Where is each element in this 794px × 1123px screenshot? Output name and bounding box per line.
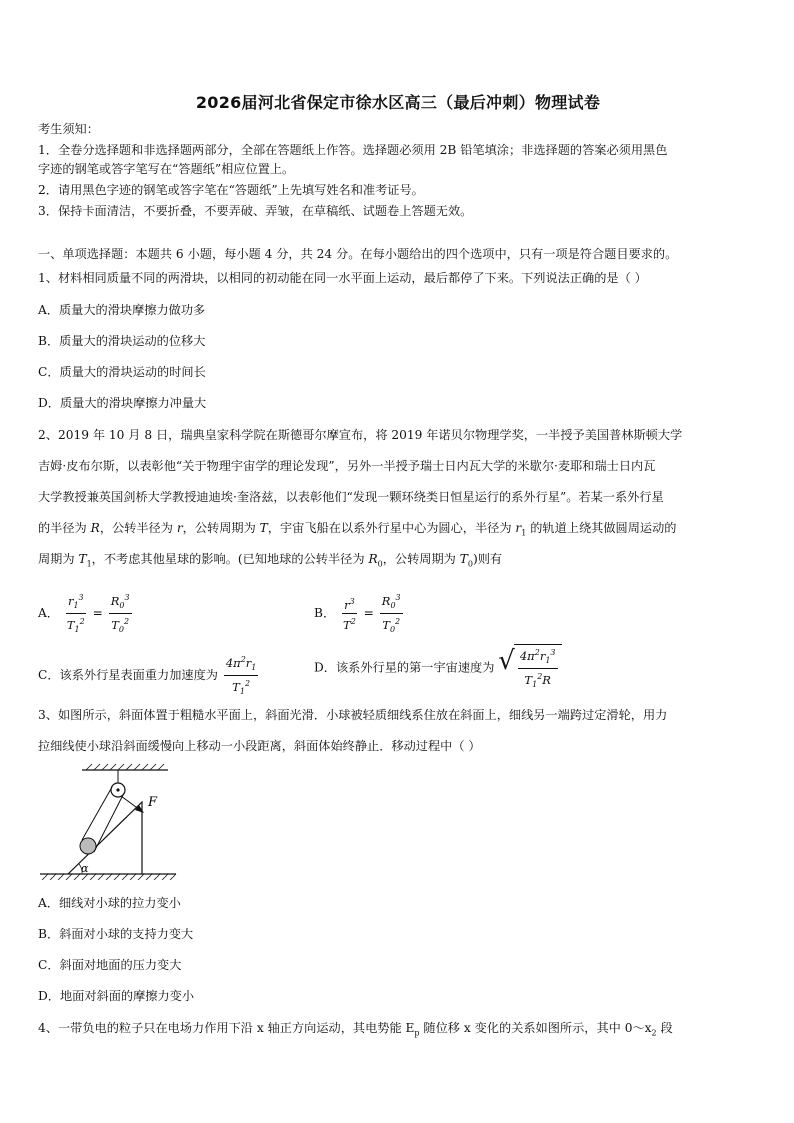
notice-heading: 考生须知： bbox=[38, 122, 99, 136]
q3-option-d: D．地面对斜面的摩擦力变小 bbox=[38, 989, 195, 1003]
q3-line-1: 3、如图所示，斜面体置于粗糙水平面上，斜面光滑．小球被轻质细线系住放在斜面上，细线另一端跨过定滑轮，用力 bbox=[38, 708, 668, 722]
q3-option-a: A．细线对小球的拉力变小 bbox=[38, 896, 181, 910]
q2-line-5: 周期为 $T_1$，不考虑其他星球的影响。(已知地球的公转半径为 $R_0$，公转周期为 $T_0$)则有 bbox=[38, 552, 503, 569]
q3-option-b: B．斜面对小球的支持力变大 bbox=[38, 927, 194, 941]
q2-option-a: A． $\frac{r_1^3}{T_1^2}$ = $\frac{R_0^3}{T_0^2}$ bbox=[38, 590, 134, 637]
notice-item-1-line-1: 1．全卷分选择题和非选择题两部分，全部在答题纸上作答。选择题必须用 2B 铅笔填涂；非选择题的答案必须用黑色 bbox=[38, 143, 668, 157]
section-heading: 一、单项选择题：本题共 6 小题，每小题 4 分，共 24 分。在每小题给出的四个选项中，只有一项是符合题目要求的。 bbox=[38, 247, 678, 261]
q2-option-c: C．该系外行星表面重力加速度为 $\frac{4\pi^2r_1}{T_1^2}$ bbox=[38, 652, 260, 699]
notice-item-1-line-2: 字迹的钢笔或答字笔写在“答题纸”相应位置上。 bbox=[38, 162, 295, 176]
angle-label-alpha: α bbox=[81, 862, 89, 875]
q1-stem: 1、材料相同质量不同的两滑块，以相同的初动能在同一水平面上运动，最后都停了下来。下列说法正确的是（ ） bbox=[38, 271, 647, 285]
q2-option-d: D．该系外行星的第一宇宙速度为 √ $\frac{4\pi^2r_1^3}{T_1^2R}$ bbox=[314, 644, 562, 692]
force-label-f: F bbox=[148, 795, 158, 810]
q1-option-c: C．质量大的滑块运动的时间长 bbox=[38, 365, 206, 379]
q1-option-d: D．质量大的滑块摩擦力冲量大 bbox=[38, 396, 207, 410]
q1-option-a: A．质量大的滑块摩擦力做功多 bbox=[38, 303, 206, 317]
q2-line-2: 吉姆·皮布尔斯，以表彰他“关于物理宇宙学的理论发现”，另外一半授予瑞士日内瓦大学的米歇尔·麦耶和瑞士日内瓦 bbox=[38, 459, 656, 473]
notice-item-3: 3．保持卡面清洁，不要折叠，不要弄破、弄皱，在草稿纸、试题卷上答题无效。 bbox=[38, 204, 473, 218]
q3-option-c: C．斜面对地面的压力变大 bbox=[38, 958, 182, 972]
notice-item-2: 2．请用黑色字迹的钢笔或答字笔在“答题纸”上先填写姓名和准考证号。 bbox=[38, 183, 424, 197]
q1-option-b: B．质量大的滑块运动的位移大 bbox=[38, 334, 206, 348]
page-title: 2026届河北省保定市徐水区高三（最后冲刺）物理试卷 bbox=[195, 93, 601, 112]
q3-line-2: 拉细线使小球沿斜面缓慢向上移动一小段距离，斜面体始终静止．移动过程中（ ） bbox=[38, 739, 481, 753]
q2-line-3: 大学教授兼英国剑桥大学教授迪迪埃·奎洛兹，以表彰他们“发现一颗环绕类日恒星运行的系外行星”。若某一系外行星 bbox=[38, 490, 664, 504]
q4-line-1: 4、一带负电的粒子只在电场力作用下沿 x 轴正方向运动，其电势能 $E_p$ 随位移 x 变化的关系如图所示，其中 $0\sim x_2$ 段 bbox=[38, 1021, 673, 1038]
q2-option-b: B． $\frac{r^3}{T^2}$ = $\frac{R_0^3}{T_0^2}$ bbox=[314, 590, 405, 637]
q2-line-1: 2、2019 年 10 月 8 日，瑞典皇家科学院在斯德哥尔摩宣布，将 2019 年诺贝尔物理学奖，一半授予美国普林斯顿大学 bbox=[38, 428, 683, 442]
q2-line-4: 的半径为 R，公转半径为 r，公转周期为 T，宇宙飞船在以系外行星中心为圆心，半径为 $r_1$ 的轨道上绕其做圆周运动的 bbox=[38, 521, 677, 538]
incline-pulley-diagram bbox=[38, 762, 178, 884]
